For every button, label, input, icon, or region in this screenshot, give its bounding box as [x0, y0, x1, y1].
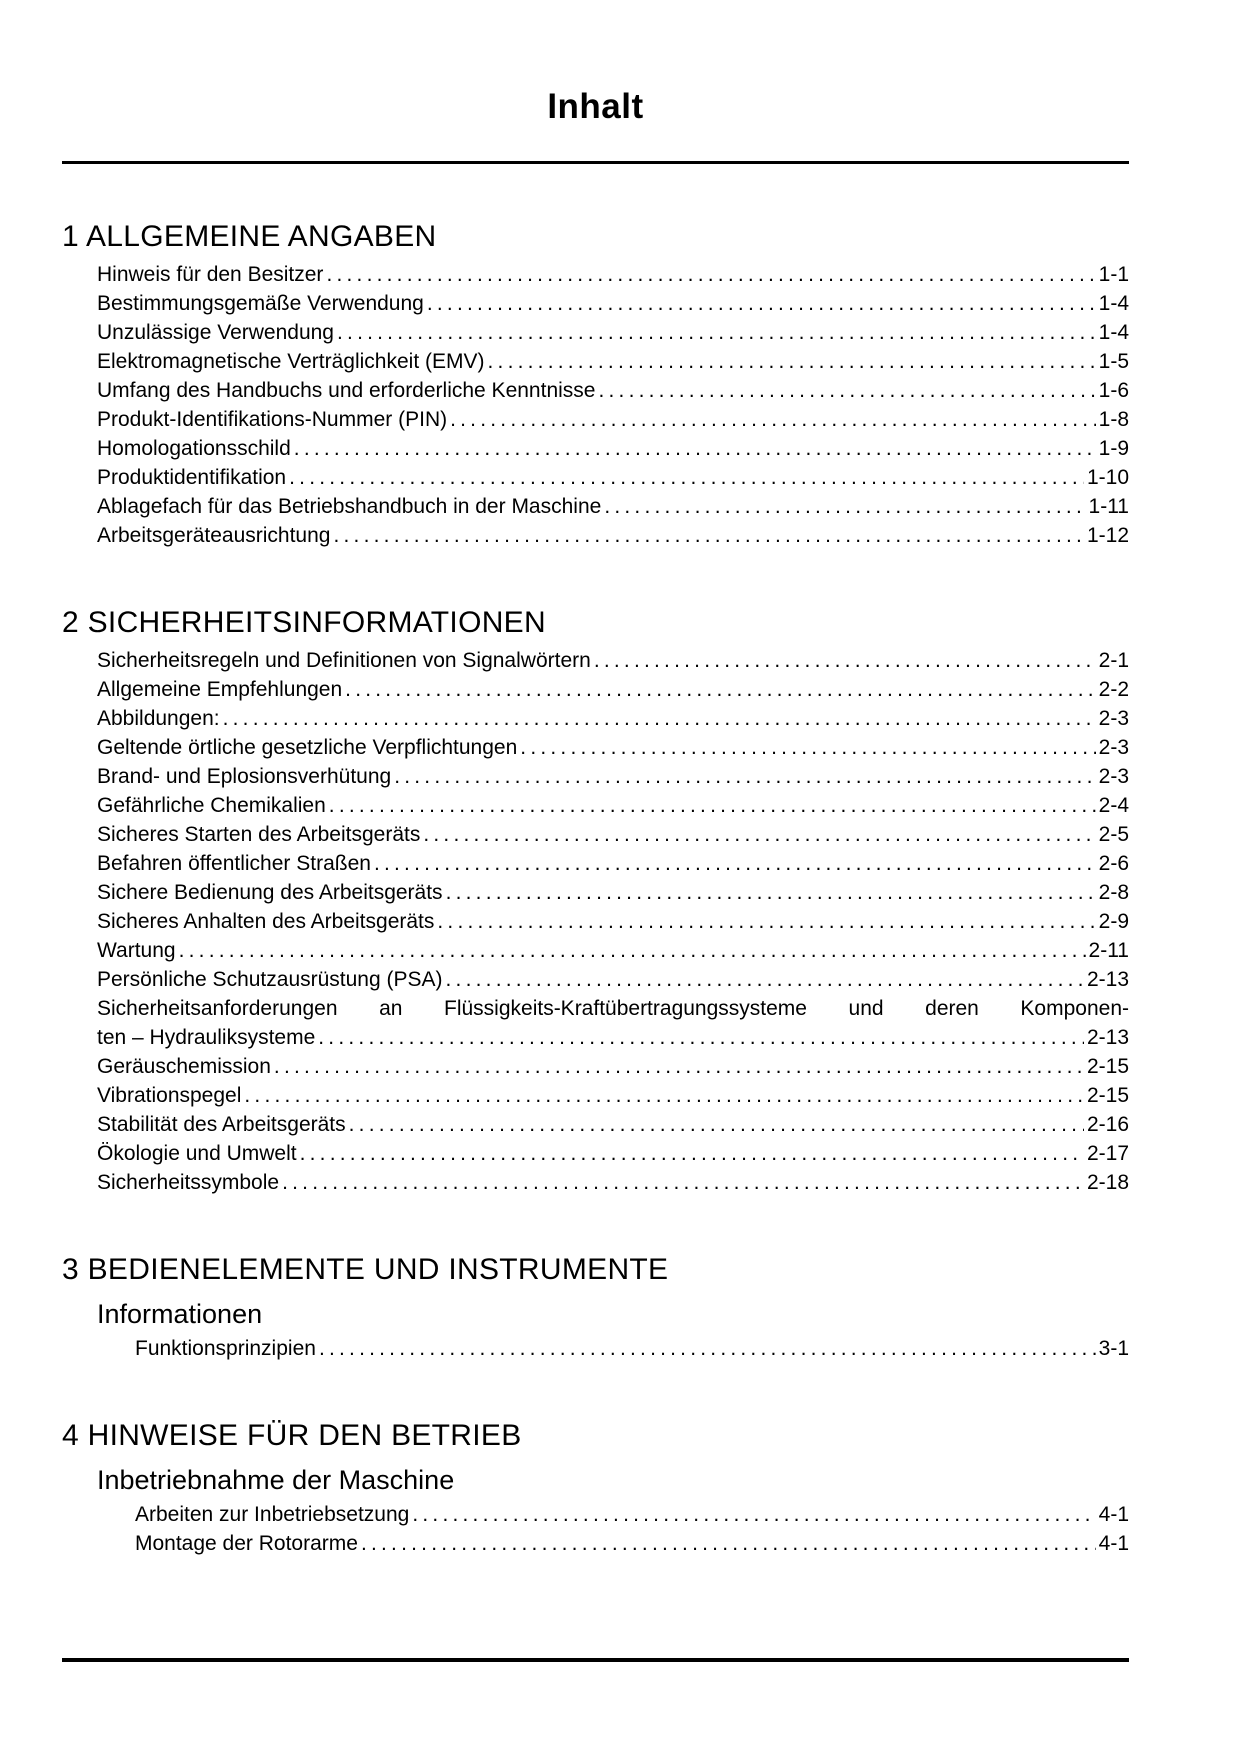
toc-entry: [97, 936, 1129, 965]
toc-subsection: [97, 1296, 1129, 1363]
toc-entry-leader: [427, 289, 1096, 318]
toc-entry-list: [135, 1334, 1129, 1363]
toc-entry: [97, 646, 1129, 675]
toc-entry-page: 2-17: [1086, 1142, 1129, 1165]
toc-entry-page: 1-8: [1098, 408, 1129, 431]
toc-entry-label: Bestimmungsgemäße Verwendung: [97, 292, 424, 315]
toc-entry-leader: [179, 936, 1086, 965]
toc-entry-leader: [450, 405, 1096, 434]
toc-entry-leader: [333, 521, 1083, 550]
section-heading: 2 SICHERHEITSINFORMATIONEN: [62, 606, 546, 639]
toc-entry-leader: [437, 907, 1095, 936]
toc-entry-page: 2-4: [1098, 794, 1129, 817]
toc-entry: [97, 463, 1129, 492]
toc-entry-page: 1-6: [1098, 379, 1129, 402]
toc-entry-page: 2-15: [1086, 1084, 1129, 1107]
toc-entry-leader: [300, 1139, 1084, 1168]
toc-entry-label: Produktidentifikation: [97, 466, 287, 489]
toc-entry: [135, 1334, 1129, 1363]
toc-entry: [97, 1081, 1129, 1110]
toc-entry-wrapped-line: Sicherheitsanforderungen an Flüssigkeits-Kraftübertragungssysteme und deren Komponen-: [97, 997, 1129, 1020]
toc-section: [62, 1417, 1129, 1558]
section-heading: 1 ALLGEMEINE ANGABEN: [62, 220, 437, 253]
toc-entry: [97, 347, 1129, 376]
toc-entry-page: 4-1: [1098, 1532, 1129, 1555]
toc-entry-label: Arbeiten zur Inbetriebsetzung: [135, 1503, 410, 1526]
toc-entry-leader: [294, 434, 1096, 463]
toc-entry-label: Vibrationspegel: [97, 1084, 242, 1107]
toc-entry-leader: [244, 1081, 1084, 1110]
toc-entry-leader: [337, 318, 1096, 347]
toc-content: [62, 0, 1129, 1558]
toc-entry-label: Stabilität des Arbeitsgeräts: [97, 1113, 346, 1136]
toc-entry-leader: [345, 675, 1095, 704]
toc-entry-list: [97, 646, 1129, 1197]
toc-entry: [97, 492, 1129, 521]
toc-entry-label: Brand- und Eplosionsverhütung: [97, 765, 392, 788]
toc-entry: [97, 405, 1129, 434]
toc-entry-label: Montage der Rotorarme: [135, 1532, 358, 1555]
toc-entry: [97, 704, 1129, 733]
toc-entry-page: 1-1: [1098, 263, 1129, 286]
toc-entry: [97, 878, 1129, 907]
toc-entry: [97, 289, 1129, 318]
toc-entry-label: Geräuschemission: [97, 1055, 271, 1078]
toc-entry-page: 1-9: [1098, 437, 1129, 460]
toc-entry-label: Sichere Bedienung des Arbeitsgeräts: [97, 881, 443, 904]
toc-entry-leader: [598, 376, 1095, 405]
toc-section: [62, 1251, 1129, 1363]
title-divider: [62, 161, 1129, 164]
toc-entry: [97, 762, 1129, 791]
toc-entry-list: [135, 1500, 1129, 1558]
toc-entry-leader: [223, 704, 1096, 733]
toc-entry-page: 2-16: [1086, 1113, 1129, 1136]
toc-entry-label: Wartung: [97, 939, 176, 962]
toc-entry-leader: [394, 762, 1095, 791]
toc-entry: [97, 434, 1129, 463]
toc-entry-leader: [594, 646, 1096, 675]
toc-entry-leader: [326, 260, 1095, 289]
toc-entry-label: Arbeitsgeräteausrichtung: [97, 524, 331, 547]
toc-section: [62, 604, 1129, 1197]
toc-entry-list: [97, 260, 1129, 550]
toc-entry-leader: [329, 791, 1096, 820]
toc-entry-label: Homologationsschild: [97, 437, 291, 460]
toc-entry-leader: [361, 1529, 1096, 1558]
toc-entry: [97, 1052, 1129, 1081]
toc-entry-label: Ökologie und Umwelt: [97, 1142, 297, 1165]
toc-sections: [62, 218, 1129, 1558]
toc-entry-label: ten – Hydrauliksysteme: [97, 1026, 316, 1049]
toc-entry-page: 1-12: [1086, 524, 1129, 547]
toc-entry-leader: [274, 1052, 1084, 1081]
toc-entry-page: 2-13: [1086, 1026, 1129, 1049]
toc-entry-page: 3-1: [1098, 1337, 1129, 1360]
toc-entry-leader: [446, 878, 1096, 907]
toc-entry-leader: [423, 820, 1095, 849]
toc-entry-leader: [282, 1168, 1084, 1197]
toc-entry: [97, 260, 1129, 289]
toc-entry-label: Ablagefach für das Betriebshandbuch in der Maschine: [97, 495, 602, 518]
toc-entry-page: 1-10: [1086, 466, 1129, 489]
toc-entry-label: Sicherheitsregeln und Definitionen von Signalwörtern: [97, 649, 591, 672]
toc-entry-label: Sicherheitssymbole: [97, 1171, 280, 1194]
toc-entry: [97, 1110, 1129, 1139]
toc-entry-label: Gefährliche Chemikalien: [97, 794, 326, 817]
toc-entry-label: Unzulässige Verwendung: [97, 321, 334, 344]
toc-entry-label: Geltende örtliche gesetzliche Verpflichtungen: [97, 736, 518, 759]
toc-entry-page: 4-1: [1098, 1503, 1129, 1526]
toc-entry-label: Sicheres Anhalten des Arbeitsgeräts: [97, 910, 435, 933]
toc-entry-page: 2-3: [1098, 736, 1129, 759]
toc-entry-leader: [349, 1110, 1084, 1139]
toc-entry-page: 2-2: [1098, 678, 1129, 701]
toc-entry-page: 1-5: [1098, 350, 1129, 373]
toc-entry-leader: [488, 347, 1096, 376]
toc-entry-label: Elektromagnetische Verträglichkeit (EMV): [97, 350, 485, 373]
toc-entry: [97, 1168, 1129, 1197]
footer-divider: [62, 1658, 1129, 1662]
toc-entry-leader: [446, 965, 1084, 994]
toc-entry-label: Umfang des Handbuchs und erforderliche Kenntnisse: [97, 379, 596, 402]
page-title: Inhalt: [547, 87, 644, 126]
toc-entry: [97, 965, 1129, 994]
section-heading: 3 BEDIENELEMENTE UND INSTRUMENTE: [62, 1253, 669, 1286]
toc-entry-leader: [318, 1023, 1084, 1052]
toc-entry: [97, 849, 1129, 878]
toc-entry: [97, 318, 1129, 347]
toc-entry-page: 2-3: [1098, 707, 1129, 730]
toc-entry-leader: [604, 492, 1085, 521]
toc-entry: [97, 675, 1129, 704]
toc-entry: [135, 1500, 1129, 1529]
toc-entry-label: Allgemeine Empfehlungen: [97, 678, 343, 701]
toc-entry-label: Abbildungen:: [97, 707, 220, 730]
toc-entry-label: Befahren öffentlicher Straßen: [97, 852, 371, 875]
toc-entry-label: Funktionsprinzipien: [135, 1337, 316, 1360]
toc-entry: [97, 521, 1129, 550]
toc-entry-page: 2-13: [1086, 968, 1129, 991]
toc-entry-page: 2-3: [1098, 765, 1129, 788]
toc-entry-leader: [374, 849, 1096, 878]
toc-entry-page: 2-5: [1098, 823, 1129, 846]
toc-entry-leader: [520, 733, 1095, 762]
toc-entry: [97, 907, 1129, 936]
toc-entry-page: 2-11: [1088, 939, 1129, 962]
toc-entry-page: 2-9: [1098, 910, 1129, 933]
toc-entry: [97, 820, 1129, 849]
toc-entry-leader: [412, 1500, 1095, 1529]
toc-section: [62, 218, 1129, 550]
toc-entry: [97, 376, 1129, 405]
toc-entry-label: Sicheres Starten des Arbeitsgeräts: [97, 823, 421, 846]
toc-entry-page: 2-6: [1098, 852, 1129, 875]
toc-entry-page: 1-4: [1098, 292, 1129, 315]
toc-entry: [135, 1529, 1129, 1558]
subsection-heading: Inbetriebnahme der Maschine: [97, 1465, 455, 1495]
toc-entry-label: Persönliche Schutzausrüstung (PSA): [97, 968, 443, 991]
toc-entry: [97, 1139, 1129, 1168]
section-heading: 4 HINWEISE FÜR DEN BETRIEB: [62, 1419, 522, 1452]
toc-subsection: [97, 1462, 1129, 1558]
toc-entry: [97, 791, 1129, 820]
toc-entry-label: Produkt-Identifikations-Nummer (PIN): [97, 408, 448, 431]
toc-entry-page: 1-11: [1088, 495, 1129, 518]
toc-entry-page: 1-4: [1098, 321, 1129, 344]
toc-entry-page: 2-18: [1086, 1171, 1129, 1194]
toc-entry-label: Hinweis für den Besitzer: [97, 263, 324, 286]
toc-entry: [97, 733, 1129, 762]
toc-entry: [97, 1023, 1129, 1052]
toc-entry-page: 2-8: [1098, 881, 1129, 904]
toc-entry-page: 2-1: [1098, 649, 1129, 672]
toc-entry-leader: [319, 1334, 1096, 1363]
toc-entry-leader: [289, 463, 1084, 492]
toc-entry-page: 2-15: [1086, 1055, 1129, 1078]
subsection-heading: Informationen: [97, 1299, 263, 1329]
